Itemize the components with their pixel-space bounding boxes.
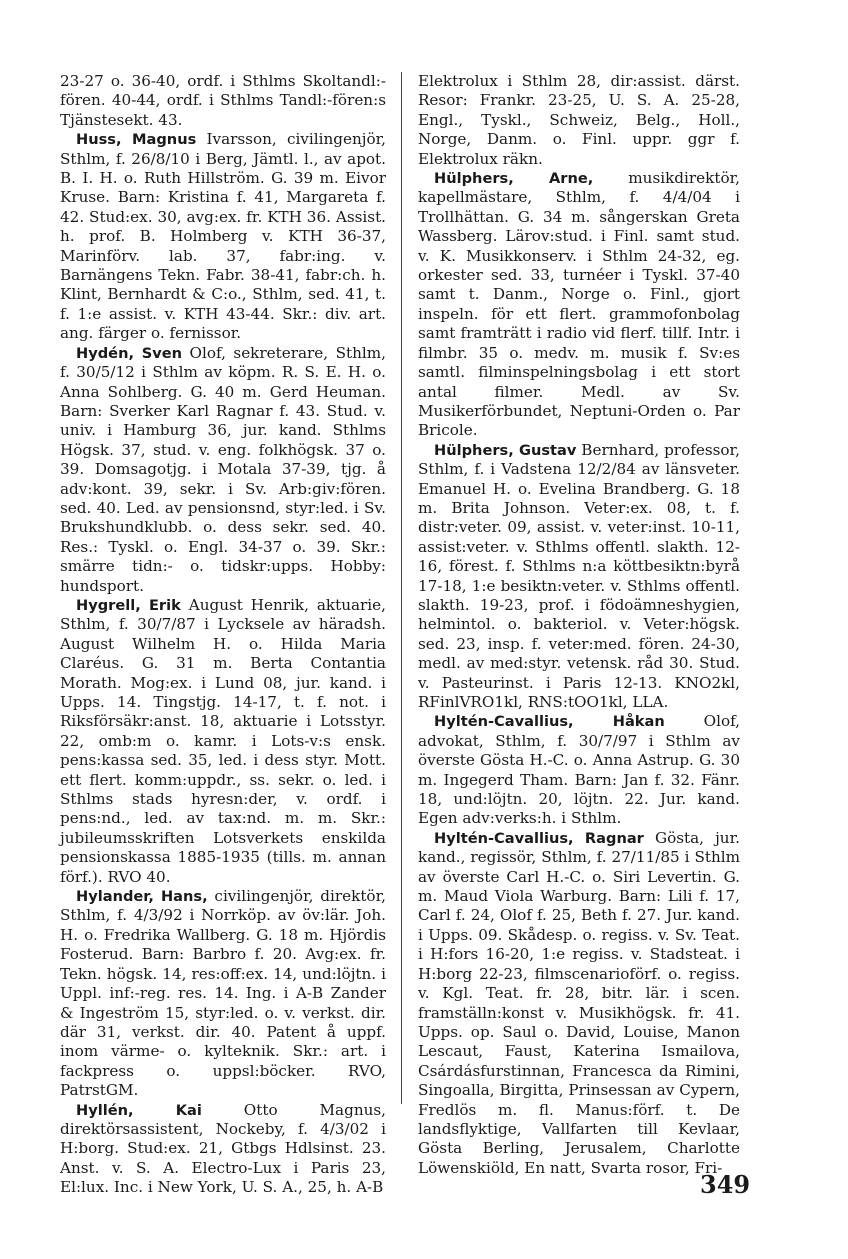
entry-text: Gösta, jur. kand., regissör, Sthlm, f. 27/11/85 i Sthlm av överste Carl H.-C. o. Siri Levertin. G. m. Maud Viola Warburg. Barn: Lili f. 17, Carl f. 24, Olof f. 25, Beth f. 27. Jur. kand. i Upps. 09. Skådesp. o. regiss. v. Sv. Teat. i H:fors 16-20, 1:e regiss. v. Stadsteat. i H:borg 22-23, filmscenarioförf. o. regiss. v. Kgl. Teat. fr. 28, bitr. lär. i scen. framställn:konst v. Musikhögsk. fr. 41. Upps. op. Saul o. David, Louise, Manon Lescaut, Faust, Katerina Ismailova, Csárdásfurstinnan, Francesca da Rimini, Singoalla, Birgitta, Prinsessan av Cypern, Fredlös m. fl. Manus:förf. t. De landsflyktige, Vallfarten till Kevlaar, Gösta Berling, Jerusalem, Charlotte Löwenskiöld, En natt, Svarta rosor, Fri- (418, 828, 740, 1177)
entry-hyllen (60, 1101, 386, 1198)
entry-hylander (60, 887, 386, 1100)
entry-hylten-cavallius-ragnar (418, 829, 740, 1178)
entry-text: musikdirektör, kapellmästare, Sthlm, f. 4/4/04 i Trollhättan. G. 34 m. sångerskan Greta Wassberg. Lärov:stud. i Finl. samt stud. v. K. Musikkonserv. i Sthlm 24-32, eg. orkester sed. 33, turnéer i Tyskl. 37-40 samt t. Danm., Norge o. Finl., gjort inspeln. för ett flert. grammofonbolag samt framträtt i radio vid flerf. tillf. Intr. i filmbr. 35 o. medv. m. musik f. Sv:es samtl. filminspelningsbolag i ett stort antal filmer. Medl. av Sv. Musikerförbundet, Neptuni-Orden o. Par Bricole. (418, 169, 741, 440)
left-column (60, 72, 386, 1198)
entry-hylten-cavallius-hakan (418, 712, 740, 828)
entry-text: Elektrolux i Sthlm 28, dir:assist. därst. Resor: Frankr. 23-25, U. S. A. 25-28, Engl., Tyskl., Schweiz, Belg., Holl., Norge, Danm. o. Finl. uppr. ggr f. Elektrolux räkn. (418, 72, 740, 168)
entry-text: civilingenjör, direktör, Sthlm, f. 4/3/92 i Norrköp. av öv:lär. Joh. H. o. Fredrika Wallberg. G. 18 m. Hjördis Fosterud. Barn: Barbro f. 20. Avg:ex. fr. Tekn. högsk. 14, res:off:ex. 14, und:löjtn. i Uppl. inf:-reg. res. 14. Ing. i A-B Zander & Ingeström 15, styr:led. o. v. verkst. dir. där 31, verkst. dir. 40. Patent å uppf. inom värme- o. kylteknik. Skr.: art. i fackpress o. uppsl:böcker. RVO, PatrstGM. (60, 887, 386, 1100)
entry-name: Hyllén, Kai (76, 1101, 202, 1119)
entry-continuation (418, 72, 740, 169)
entry-text: Otto Magnus, direktörsassistent, Nockeby, f. 4/3/02 i H:borg. Stud:ex. 21, Gtbgs Hdlsinst. 23. Anst. v. S. A. Electro-Lux i Paris 23, El:lux. Inc. i New York, U. S. A., 25, h. A-B (60, 1100, 387, 1197)
entry-text: Bernhard, professor, Sthlm, f. i Vadstena 12/2/84 av länsveter. Emanuel H. o. Evelina Brandberg. G. 18 m. Brita Johnson. Veter:ex. 08, t. f. distr:veter. 09, assist. v. veter:inst. 10-11, assist:veter. v. Sthlms offentl. slakth. 12-16, förest. f. Sthlms n:a köttbesiktn:byrå 17-18, 1:e besiktn:veter. v. Sthlms offentl. slakth. 19-23, prof. i födoämneshygien, helmintol. o. bakteriol. v. Veter:högsk. sed. 23, insp. f. veter:med. fören. 24-30, medl. av med:styr. vetensk. råd 30. Stud. v. Pasteurinst. i Paris 12-13. KNO2kl, RFinlVRO1kl, RNS:tOO1kl, LLA. (418, 440, 740, 711)
entry-name: Hülphers, Gustav (434, 441, 577, 459)
entry-name: Hygrell, Erik (76, 596, 181, 614)
entry-name: Hylander, Hans, (76, 888, 208, 906)
column-divider (401, 72, 402, 1104)
entry-hyden (60, 344, 386, 596)
entry-text: Olof, advokat, Sthlm, f. 30/7/97 i Sthlm av överste Gösta H.-C. o. Anna Astrup. G. 30 m. Ingegerd Tham. Barn: Jan f. 32. Fänr. 18, und:löjtn. 20, löjtn. 22. Jur. kand. Egen adv:verks:h. i Sthlm. (418, 712, 740, 828)
entry-name: Hydén, Sven (76, 344, 183, 362)
entry-name: Hülphers, Arne, (434, 170, 594, 188)
entry-hulphers-arne (418, 169, 740, 441)
page-number: 349 (700, 1170, 751, 1199)
entry-text: Ivarsson, civilingenjör, Sthlm, f. 26/8/10 i Berg, Jämtl. l., av apot. B. I. H. o. Ruth Hillström. G. 39 m. Eivor Kruse. Barn: Kristina f. 41, Margareta f. 42. Stud:ex. 30, avg:ex. fr. KTH 36. Assist. h. prof. B. Holmberg v. KTH 36-37, Marinförv. lab. 37, fabr:ing. v. Barnängens Tekn. Fabr. 38-41, fabr:ch. h. Klint, Bernhardt & C:o., Sthlm, sed. 41, t. f. 1:e assist. v. KTH 43-44. Skr.: div. art. ang. färger o. fernissor. (60, 130, 387, 343)
entry-continuation (60, 72, 386, 130)
entry-name: Hyltén-Cavallius, Håkan (434, 713, 665, 731)
entry-text: August Henrik, aktuarie, Sthlm, f. 30/7/87 i Lycksele av häradsh. August Wilhelm H. o. Hilda Maria Claréus. G. 31 m. Berta Contantia Morath. Mog:ex. i Lund 08, jur. kand. i Upps. 14. Tingstjg. 14-17, t. f. not. i Riksförsäkr:anst. 18, aktuarie i Lotsstyr. 22, omb:m o. kamr. i Lots-v:s ensk. pens:kassa sed. 35, led. i dess styr. Mott. ett flert. komm:uppdr., ss. sekr. o. led. i Sthlms stads hyresn:der, v. ordf. i pens:nd., led. av tax:nd. m. m. Skr.: jubileumsskriften Lotsverkets enskilda pensionskassa 1885-1935 (tills. m. annan förf.). RVO 40. (60, 595, 386, 886)
entry-huss (60, 130, 386, 343)
entry-name: Huss, Magnus (76, 131, 197, 149)
entry-text: 23-27 o. 36-40, ordf. i Sthlms Skoltandl:-fören. 40-44, ordf. i Sthlms Tandl:-fören:s Tjänstesekt. 43. (60, 72, 386, 129)
entry-hygrell (60, 596, 386, 887)
entry-name: Hyltén-Cavallius, Ragnar (434, 829, 644, 847)
entry-hulphers-gustav (418, 441, 740, 713)
entry-text: Olof, sekreterare, Sthlm, f. 30/5/12 i Sthlm av köpm. R. S. E. H. o. Anna Sohlberg. G. 40 m. Gerd Heuman. Barn: Sverker Karl Ragnar f. 43. Stud. v. univ. i Hamburg 36, jur. kand. Sthlms Högsk. 37, stud. v. eng. folkhögsk. 37 o. 39. Domsagotjg. i Motala 37-39, tjg. å adv:kont. 39, sekr. i Sv. Arb:giv:fören. sed. 40. Led. av pensionsnd, styr:led. i Sv. Brukshundklubb. o. dess sekr. sed. 40. Res.: Tyskl. o. Engl. 34-37 o. 39. Skr.: smärre tidn:- o. tidskr:upps. Hobby: hundsport. (60, 343, 386, 595)
right-column (418, 72, 740, 1178)
